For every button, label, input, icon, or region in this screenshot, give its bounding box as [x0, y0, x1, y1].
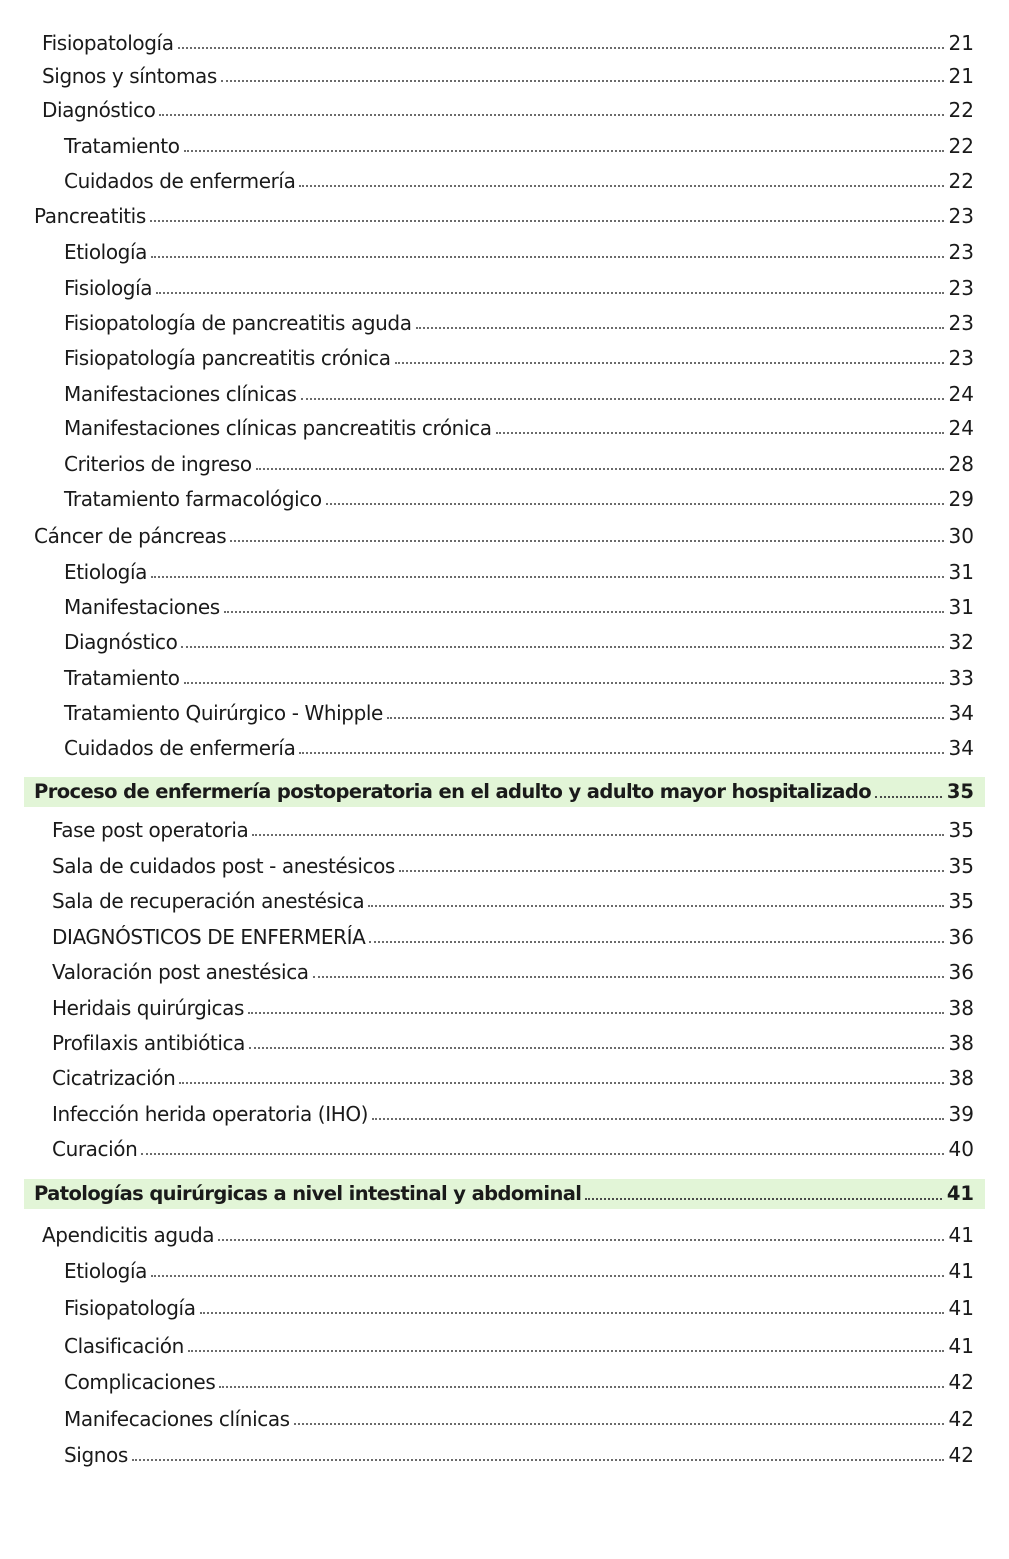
toc-entry-title: Signos — [64, 1443, 128, 1467]
dot-leader — [141, 1153, 943, 1155]
toc-entry-title: Apendicitis aguda — [42, 1223, 215, 1247]
toc-page-number: 36 — [948, 960, 974, 984]
toc-entry-title: Etiología — [64, 240, 147, 264]
toc-entry[interactable] — [64, 1367, 974, 1397]
toc-page-number: 22 — [948, 98, 974, 122]
toc-entry-title: Proceso de enfermería postoperatoria en el adulto y adulto mayor hospitalizado — [34, 780, 871, 803]
toc-entry-title: Etiología — [64, 1259, 147, 1283]
toc-entry[interactable] — [64, 698, 974, 728]
toc-entry[interactable] — [64, 379, 974, 409]
toc-entry[interactable] — [42, 28, 974, 58]
dot-leader — [200, 1312, 944, 1314]
toc-page-number: 41 — [948, 1259, 974, 1283]
dot-leader — [326, 503, 944, 505]
toc-entry-title: DIAGNÓSTICOS DE ENFERMERÍA — [52, 925, 366, 949]
dot-leader — [395, 362, 944, 364]
toc-page-number: 41 — [948, 1296, 974, 1320]
toc-entry-title: Fase post operatoria — [52, 818, 249, 842]
toc-entry[interactable] — [64, 237, 974, 267]
toc-entry[interactable] — [64, 1440, 974, 1470]
toc-entry-title: Fisiopatología — [64, 1296, 196, 1320]
dot-leader — [178, 47, 944, 49]
toc-page-number: 23 — [948, 204, 974, 228]
toc-entry-title: Tratamiento — [64, 134, 180, 158]
toc-entry[interactable] — [52, 993, 974, 1023]
toc-page-number: 38 — [948, 1066, 974, 1090]
toc-entry[interactable] — [64, 663, 974, 693]
toc-entry[interactable] — [42, 1220, 974, 1250]
toc-entry[interactable] — [52, 851, 974, 881]
dot-leader — [159, 114, 943, 116]
toc-entry[interactable] — [64, 1331, 974, 1361]
toc-page-number: 33 — [948, 666, 974, 690]
toc-entry[interactable] — [52, 957, 974, 987]
dot-leader — [248, 1012, 944, 1014]
toc-page-number: 31 — [948, 595, 974, 619]
toc-page-number: 35 — [948, 889, 974, 913]
toc-page-number: 22 — [948, 134, 974, 158]
dot-leader — [151, 256, 944, 258]
dot-leader — [188, 1350, 944, 1352]
toc-page-number: 41 — [948, 1223, 974, 1247]
toc-page-number: 38 — [948, 1031, 974, 1055]
dot-leader — [372, 1118, 943, 1120]
toc-entry[interactable] — [52, 1134, 974, 1164]
toc-page-number: 42 — [948, 1407, 974, 1431]
toc-entry-title: Tratamiento Quirúrgico - Whipple — [64, 701, 383, 725]
toc-page-number: 29 — [948, 487, 974, 511]
toc-page-number: 21 — [948, 31, 974, 55]
toc-page-number: 34 — [948, 736, 974, 760]
toc-entry[interactable] — [52, 1028, 974, 1058]
dot-leader — [184, 682, 944, 684]
toc-entry-title: Sala de recuperación anestésica — [52, 889, 365, 913]
toc-entry-title: Diagnóstico — [42, 98, 156, 122]
toc-page-number: 42 — [948, 1443, 974, 1467]
toc-entry-title: Tratamiento farmacológico — [64, 487, 322, 511]
toc-entry[interactable] — [64, 627, 974, 657]
toc-page-number: 24 — [948, 382, 974, 406]
dot-leader — [218, 1239, 943, 1241]
dot-leader — [156, 292, 943, 294]
dot-leader — [221, 80, 944, 82]
toc-entry-title: Manifestaciones — [64, 595, 220, 619]
toc-page-number: 23 — [948, 240, 974, 264]
toc-page-number: 39 — [948, 1102, 974, 1126]
toc-entry[interactable] — [64, 131, 974, 161]
toc-entry[interactable] — [64, 557, 974, 587]
toc-page-number: 21 — [948, 64, 974, 88]
toc-entry-title: Manifecaciones clínicas — [64, 1407, 290, 1431]
toc-page-number: 41 — [948, 1334, 974, 1358]
toc-entry-title: Cuidados de enfermería — [64, 169, 296, 193]
toc-entry[interactable] — [64, 1404, 974, 1434]
dot-leader — [224, 611, 944, 613]
dot-leader — [151, 1275, 944, 1277]
toc-entry-title: Fisiopatología de pancreatitis aguda — [64, 311, 412, 335]
dot-leader — [132, 1459, 944, 1461]
toc-page-number: 35 — [948, 854, 974, 878]
toc-page-number: 36 — [948, 925, 974, 949]
toc-entry[interactable] — [64, 308, 974, 338]
toc-entry[interactable] — [52, 815, 974, 845]
toc-entry[interactable] — [64, 592, 974, 622]
toc-entry[interactable] — [34, 521, 974, 551]
toc-entry-title: Cuidados de enfermería — [64, 736, 296, 760]
dot-leader — [496, 432, 944, 434]
dot-leader — [294, 1423, 944, 1425]
dot-leader — [179, 1082, 943, 1084]
toc-page-number: 32 — [948, 630, 974, 654]
dot-leader — [313, 976, 944, 978]
toc-page-number: 31 — [948, 560, 974, 584]
dot-leader — [585, 1198, 941, 1200]
toc-entry-title: Cicatrización — [52, 1066, 176, 1090]
toc-page-number: 41 — [946, 1182, 974, 1205]
dot-leader — [416, 327, 944, 329]
dot-leader — [181, 646, 943, 648]
toc-page-number: 23 — [948, 311, 974, 335]
toc-page-number: 38 — [948, 996, 974, 1020]
dot-leader — [150, 220, 944, 222]
toc-entry[interactable] — [64, 413, 974, 443]
dot-leader — [369, 941, 943, 943]
toc-page-number: 34 — [948, 701, 974, 725]
toc-entry-title: Fisiopatología — [42, 31, 174, 55]
toc-entry[interactable] — [42, 95, 974, 125]
toc-entry-title: Diagnóstico — [64, 630, 178, 654]
toc-page-number: 24 — [948, 416, 974, 440]
toc-entry[interactable] — [64, 1256, 974, 1286]
dot-leader — [399, 870, 944, 872]
toc-entry-title: Patologías quirúrgicas a nivel intestinal y abdominal — [34, 1182, 582, 1205]
toc-entry-title: Heridais quirúrgicas — [52, 996, 245, 1020]
toc-section-heading[interactable] — [24, 777, 985, 807]
dot-leader — [387, 717, 944, 719]
toc-entry-title: Manifestaciones clínicas pancreatitis crónica — [64, 416, 492, 440]
toc-section-heading[interactable] — [24, 1179, 985, 1209]
toc-page-number: 42 — [948, 1370, 974, 1394]
toc-entry[interactable] — [52, 1099, 974, 1129]
toc-entry-title: Complicaciones — [64, 1370, 216, 1394]
toc-page-number: 23 — [948, 346, 974, 370]
toc-page-number: 28 — [948, 452, 974, 476]
toc-entry-title: Infección herida operatoria (IHO) — [52, 1102, 369, 1126]
toc-entry-title: Criterios de ingreso — [64, 452, 252, 476]
toc-page-number: 23 — [948, 276, 974, 300]
toc-entry[interactable] — [64, 273, 974, 303]
toc-entry-title: Profilaxis antibiótica — [52, 1031, 245, 1055]
toc-page-number: 40 — [948, 1137, 974, 1161]
dot-leader — [219, 1386, 943, 1388]
toc-entry[interactable] — [64, 484, 974, 514]
dot-leader — [230, 540, 943, 542]
dot-leader — [184, 150, 944, 152]
toc-page-number: 35 — [948, 818, 974, 842]
dot-leader — [252, 834, 943, 836]
dot-leader — [299, 185, 943, 187]
dot-leader — [151, 576, 944, 578]
toc-entry-title: Tratamiento — [64, 666, 180, 690]
toc-entry-title: Etiología — [64, 560, 147, 584]
toc-entry[interactable] — [64, 449, 974, 479]
toc-entry[interactable] — [64, 733, 974, 763]
toc-entry[interactable] — [34, 201, 974, 231]
toc-entry[interactable] — [42, 61, 974, 91]
toc-page-number: 35 — [946, 780, 974, 803]
toc-entry[interactable] — [64, 343, 974, 373]
toc-entry[interactable] — [52, 886, 974, 916]
toc-entry[interactable] — [64, 1293, 974, 1323]
dot-leader — [301, 398, 944, 400]
toc-entry-title: Valoración post anestésica — [52, 960, 309, 984]
dot-leader — [256, 468, 944, 470]
toc-entry-title: Signos y síntomas — [42, 64, 217, 88]
toc-entry-title: Clasificación — [64, 1334, 184, 1358]
toc-entry-title: Sala de cuidados post - anestésicos — [52, 854, 395, 878]
toc-page-number: 30 — [948, 524, 974, 548]
toc-entry[interactable] — [52, 1063, 974, 1093]
dot-leader — [299, 752, 943, 754]
toc-page-number: 22 — [948, 169, 974, 193]
toc-entry-title: Fisiología — [64, 276, 153, 300]
toc-entry-title: Curación — [52, 1137, 138, 1161]
toc-entry-title: Pancreatitis — [34, 204, 146, 228]
toc-entry-title: Cáncer de páncreas — [34, 524, 227, 548]
dot-leader — [249, 1047, 944, 1049]
toc-entry[interactable] — [52, 922, 974, 952]
dot-leader — [875, 796, 942, 798]
toc-entry-title: Fisiopatología pancreatitis crónica — [64, 346, 391, 370]
dot-leader — [368, 905, 943, 907]
toc-entry[interactable] — [64, 166, 974, 196]
toc-entry-title: Manifestaciones clínicas — [64, 382, 297, 406]
